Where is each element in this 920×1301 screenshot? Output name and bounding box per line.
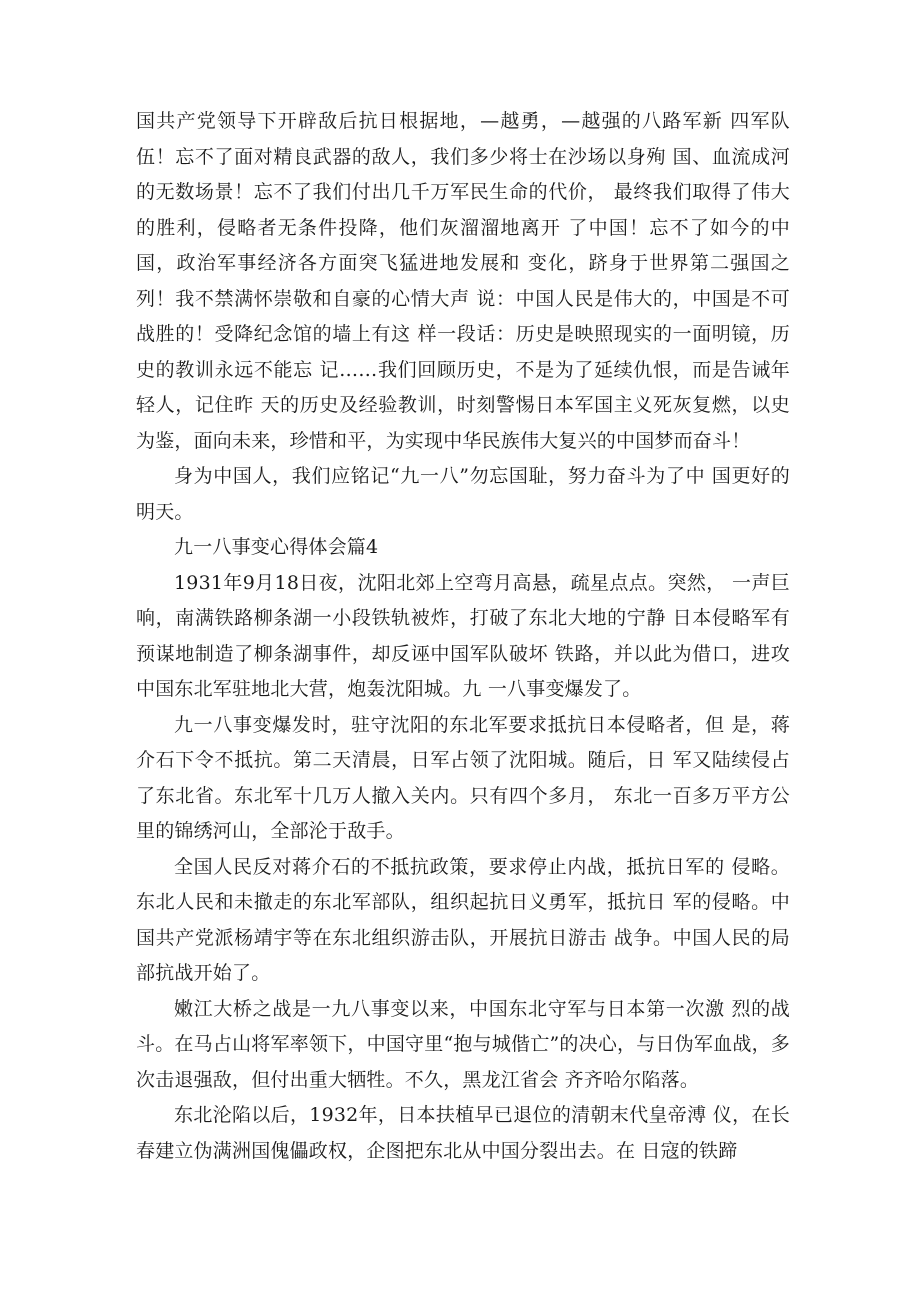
section-heading: 九一八事变心得体会篇4 (174, 536, 379, 558)
paragraph-5: 全国人民反对蒋介石的不抵抗政策，要求停止内战，抵抗日军的 侵略。东北人民和未撤走的东北军部队，组织起抗日义勇军，抵抗日 军的侵略。中国共产党派杨靖宇等在东北组织游击队，开展抗日游击 战争。中国人民的局部抗战开始了。 (136, 855, 790, 984)
document-page (136, 104, 790, 1169)
paragraph-3: 1931年9月18日夜，沈阳北郊上空弯月高悬，疏星点点。突然， 一声巨响，南满铁路柳条湖一小段铁轨被炸，打破了东北大地的宁静 日本侵略军有预谋地制造了柳条湖事件，却反诬中国军队破坏 铁路，并以此为借口，进攻中国东北军驻地北大营，炮轰沈阳城。九 一八事变爆发了。 (136, 571, 790, 700)
paragraph-4: 九一八事变爆发时，驻守沈阳的东北军要求抵抗日本侵略者，但 是，蒋介石下令不抵抗。第二天清晨，日军占领了沈阳城。随后，日 军又陆续侵占了东北省。东北军十几万人撤入关内。只有四个多月， 东北一百多万平方公里的锦绣河山，全部沦于敌手。 (136, 713, 790, 842)
paragraph-7: 东北沦陷以后，1932年，日本扶植早已退位的清朝末代皇帝溥 仪，在长春建立伪满洲国傀儡政权，企图把东北从中国分裂出去。在 日寇的铁蹄 (136, 1104, 790, 1162)
paragraph-6: 嫩江大桥之战是一九八事变以来，中国东北守军与日本第一次激 烈的战斗。在马占山将军率领下，中国守里“抱与城偕亡”的决心，与日伪军血战，多次击退强敌，但付出重大牺牲。不久，黑龙江省会 齐齐哈尔陷落。 (136, 997, 790, 1091)
paragraph-2: 身为中国人，我们应铭记“九一八”勿忘国耻，努力奋斗为了中 国更好的明天。 (136, 465, 790, 523)
paragraph-1: 国共产党领导下开辟敌后抗日根据地，—越勇，—越强的八路军新 四军队伍！忘不了面对精良武器的敌人，我们多少将士在沙场以身殉 国、血流成河的无数场景！忘不了我们付出几千万军民生命的代价， 最终我们取得了伟大的胜利，侵略者无条件投降，他们灰溜溜地离开 了中国！忘不了如今的中国，政治军事经济各方面突飞猛进地发展和 变化，跻身于世界第二强国之列！我不禁满怀崇敬和自豪的心情大声 说：中国人民是伟大的，中国是不可战胜的！受降纪念馆的墙上有这 样一段话：历史是映照现实的一面明镜，历史的教训永远不能忘 记……我们回顾历史，不是为了延续仇恨，而是告诫年轻人，记住昨 天的历史及经验教训，时刻警惕日本军国主义死灰复燃，以史为鉴，面向未来，珍惜和平，为实现中华民族伟大复兴的中国梦而奋斗！ (136, 110, 790, 452)
